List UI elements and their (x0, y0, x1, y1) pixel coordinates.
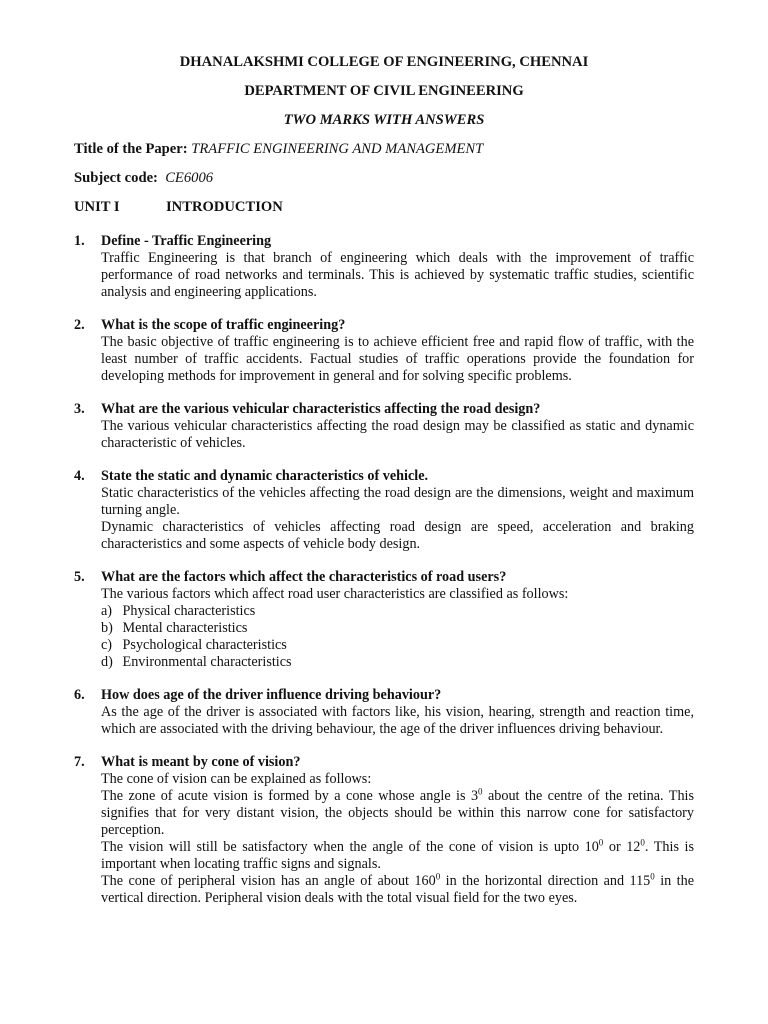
question-item (74, 569, 694, 671)
paper-title-value: TRAFFIC ENGINEERING AND MANAGEMENT (191, 141, 484, 157)
factor-list (101, 603, 694, 671)
question-number: 6. (74, 687, 85, 703)
question-item (74, 687, 694, 738)
answer-peripheral-vision: The cone of peripheral vision has an angle of about $160^0$ in the horizontal direction and $115^0$ in the vertical direction. Peripheral vision deals with the total visual field for the two eyes. (101, 871, 694, 906)
answer-text: The various vehicular characteristics affecting the road design may be classified as static and dynamic characteristic of vehicles. (101, 418, 694, 451)
question-number: 3. (74, 401, 85, 417)
question-text: What is the scope of traffic engineering? (101, 317, 346, 333)
answer-intro: The cone of vision can be explained as follows: (101, 771, 372, 787)
question-number: 2. (74, 317, 85, 333)
list-item: c) Psychological characteristics (101, 637, 287, 653)
question-item (74, 401, 694, 452)
question-number: 5. (74, 569, 85, 585)
subject-code-value: CE6006 (165, 170, 214, 186)
question-text: What is meant by cone of vision? (101, 754, 301, 770)
answer-text: The various factors which affect road user characteristics are classified as follows: (101, 586, 569, 602)
answer-satisfactory-vision: The vision will still be satisfactory when the angle of the cone of vision is upto $10^0$ or $12^0$. This is important when locating traffic signs and signals. (101, 837, 694, 872)
list-item: a) Physical characteristics (101, 603, 256, 619)
question-text: What are the factors which affect the characteristics of road users? (101, 569, 507, 585)
question-text: What are the various vehicular characteristics affecting the road design? (101, 401, 541, 417)
subject-code-line (74, 170, 213, 187)
unit-name: INTRODUCTION (166, 199, 283, 215)
question-number: 7. (74, 754, 85, 770)
unit-heading (74, 199, 283, 216)
list-item: d) Environmental characteristics (101, 654, 292, 670)
list-item: b) Mental characteristics (101, 620, 248, 636)
question-item (74, 317, 694, 385)
paper-title-line (74, 141, 483, 158)
document-type: TWO MARKS WITH ANSWERS (283, 112, 485, 128)
question-number: 4. (74, 468, 85, 484)
paper-title-label: Title of the Paper: (74, 141, 188, 157)
question-text: How does age of the driver influence driving behaviour? (101, 687, 442, 703)
answer-text: As the age of the driver is associated with factors like, his vision, hearing, strength and reaction time, which are associated with the driving behaviour, the age of the driver influences driving behaviour. (101, 704, 694, 737)
answer-text-dynamic: Dynamic characteristics of vehicles affecting road design are speed, acceleration and braking characteristics and some aspects of vehicle body design. (101, 519, 694, 552)
question-list (74, 233, 694, 923)
department-name: DEPARTMENT OF CIVIL ENGINEERING (244, 83, 524, 99)
question-item (74, 754, 694, 907)
answer-text: Traffic Engineering is that branch of engineering which deals with the improvement of traffic performance of road networks and terminals. This is achieved by systematic traffic studies, scientific analysis and engineering applications. (101, 250, 694, 300)
question-text: State the static and dynamic characteristics of vehicle. (101, 468, 429, 484)
question-text: Define - Traffic Engineering (101, 233, 272, 249)
unit-label: UNIT I (74, 199, 120, 215)
answer-text: The basic objective of traffic engineering is to achieve efficient free and rapid flow of traffic, with the least number of traffic accidents. Factual studies of traffic operations provide the foundation for developing methods for improvement in general and for solving specific problems. (101, 334, 694, 384)
answer-acute-vision: The zone of acute vision is formed by a cone whose angle is $3^0$ about the centre of the retina. This signifies that for very distant vision, the objects should be within this narrow cone for satisfactory perception. (101, 786, 694, 838)
answer-text-static: Static characteristics of the vehicles affecting the road design are the dimensions, weight and maximum turning angle. (101, 485, 694, 518)
question-item (74, 468, 694, 553)
question-item (74, 233, 694, 301)
college-name: DHANALAKSHMI COLLEGE OF ENGINEERING, CHENNAI (179, 54, 589, 70)
question-number: 1. (74, 233, 85, 249)
subject-code-label: Subject code: (74, 170, 158, 186)
